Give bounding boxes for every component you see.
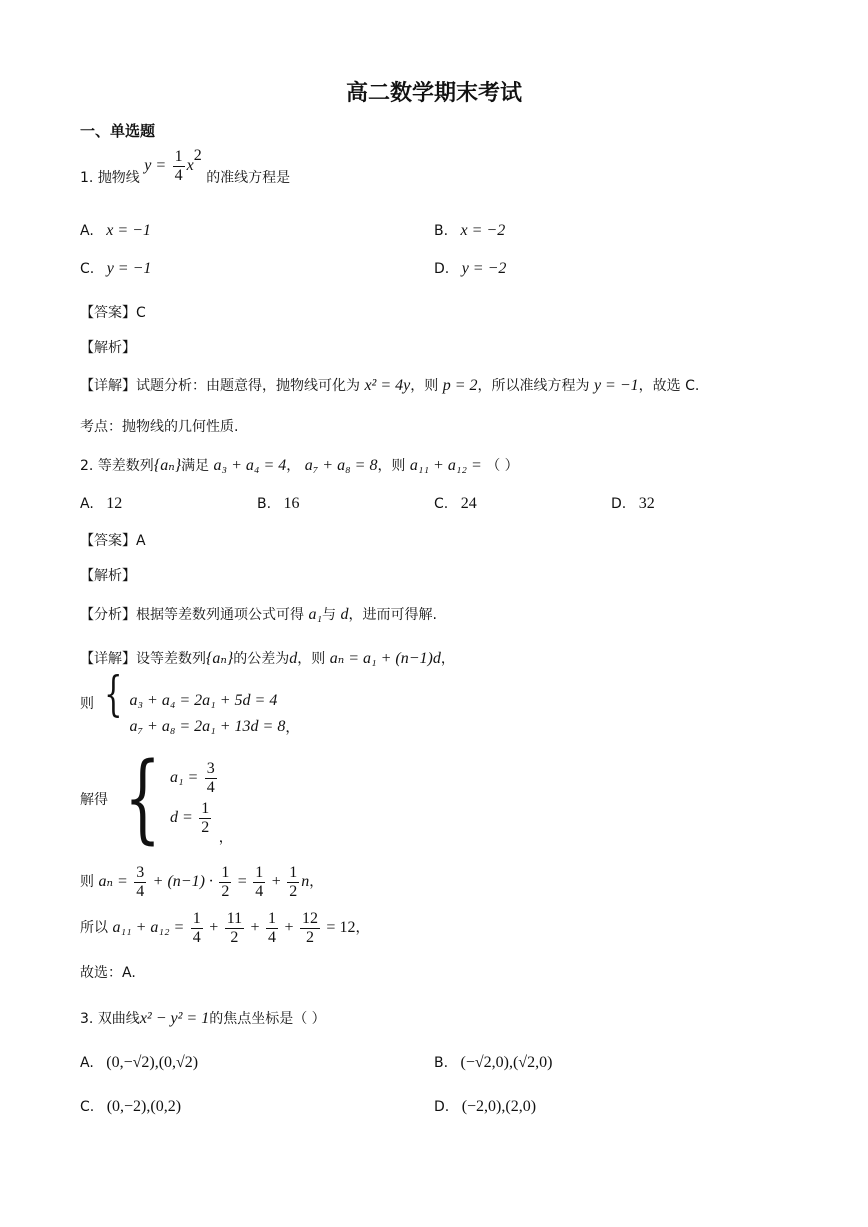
q2-cond2: a₇ + a₈ = 8 <box>304 457 378 474</box>
q1-option-a: A. x = −1 <box>80 222 151 239</box>
q3-stem: 3. 双曲线x² − y² = 1的焦点坐标是（ ） <box>80 1010 326 1027</box>
q2-stem: 2. 等差数列{aₙ}满足 a₃ + a₄ = 4， a₇ + a₈ = 8，则 a₁₁ + a₁₂ = （ ） <box>80 457 519 474</box>
page-title: 高二数学期末考试 <box>345 81 522 106</box>
q1-formula-x: x <box>186 157 194 175</box>
q2-detail: 【详解】设等差数列{aₙ}的公差为d，则 aₙ = a₁ + (n−1)d， <box>80 650 455 667</box>
q2-cond1: a₃ + a₄ = 4 <box>213 457 287 474</box>
q1-option-c: C. y = −1 <box>80 260 152 277</box>
q1-number: 1. <box>80 170 94 187</box>
q1-formula-y: y = <box>144 157 167 175</box>
q1-detail-eq3: y = −1 <box>593 377 639 394</box>
q2-number: 2. <box>80 458 94 474</box>
q2-fenxi: 【分析】根据等差数列通项公式可得 a₁与 d，进而可得解. <box>80 606 437 623</box>
q2-general-term: aₙ = a₁ + (n−1)d <box>329 650 441 667</box>
q1-formula-exp: 2 <box>193 147 202 165</box>
q2-target: a₁₁ + a₁₂ = <box>409 457 482 474</box>
q3-eq: x² − y² = 1 <box>139 1010 210 1027</box>
q1-stem-a: 抛物线 <box>97 170 140 187</box>
q2-option-b: B. 16 <box>257 495 300 512</box>
q1-stem-b: 的准线方程是 <box>206 170 291 187</box>
q1-option-b: B. x = −2 <box>434 222 506 239</box>
q2-an-line: 则 aₙ = $\frac{3}{4}$ + (n−1) · $\frac{1}{2}$ = $\frac{1}{4}$ + $\frac{1}{2}$ n， <box>80 864 324 900</box>
q2-analysis-label: 【解析】 <box>80 568 136 584</box>
q1-fraction: $\frac{1}{4}$ <box>174 148 183 184</box>
q2-option-d: D. 32 <box>611 495 655 512</box>
q2-answer: 【答案】A <box>80 533 146 549</box>
q2-system-2: 解得 { a₁ = $\frac{3}{4}$ d = $\frac{1}{2}$ ， <box>80 742 233 854</box>
q3-option-b: B. (−√2,0),(√2,0) <box>434 1054 553 1071</box>
q1-kaodian: 考点：抛物线的几何性质. <box>80 419 239 435</box>
left-brace-icon: { <box>104 666 123 722</box>
q3-number: 3. <box>80 1011 94 1027</box>
q3-option-d: D. (−2,0),(2,0) <box>434 1098 537 1115</box>
q1-stem <box>80 147 291 196</box>
q2-seq: {aₙ} <box>153 457 182 474</box>
q2-system-1: 则 { a₃ + a₄ = 2a₁ + 5d = 4 a₇ + a₈ = 2a₁ + 13d = 8 ， <box>80 666 300 736</box>
left-brace-icon: { <box>124 742 162 854</box>
q1-answer: 【答案】C <box>80 305 146 321</box>
q3-option-a: A. (0,−√2),(0,√2) <box>80 1054 199 1071</box>
q1-analysis-label: 【解析】 <box>80 340 136 356</box>
q2-choose: 故选：A. <box>80 965 136 981</box>
q1-detail: 【详解】试题分析：由题意得，抛物线可化为 x² = 4y，则 p = 2，所以准线方程为 y = −1，故选 C. <box>80 377 700 394</box>
q1-detail-eq1: x² = 4y <box>364 377 411 394</box>
q3-option-c: C. (0,−2),(0,2) <box>80 1098 182 1115</box>
q2-option-a: A. 12 <box>80 495 123 512</box>
q2-option-c: C. 24 <box>434 495 477 512</box>
q2-sum-line: 所以 a₁₁ + a₁₂ = $\frac{1}{4}$ + $\frac{11}{2}$ + $\frac{1}{4}$ + $\frac{12}{2}$ = 12， <box>80 910 370 946</box>
q1-detail-eq2: p = 2 <box>442 377 478 394</box>
q1-option-d: D. y = −2 <box>434 260 507 277</box>
section-heading: 一、单选题 <box>80 122 156 140</box>
